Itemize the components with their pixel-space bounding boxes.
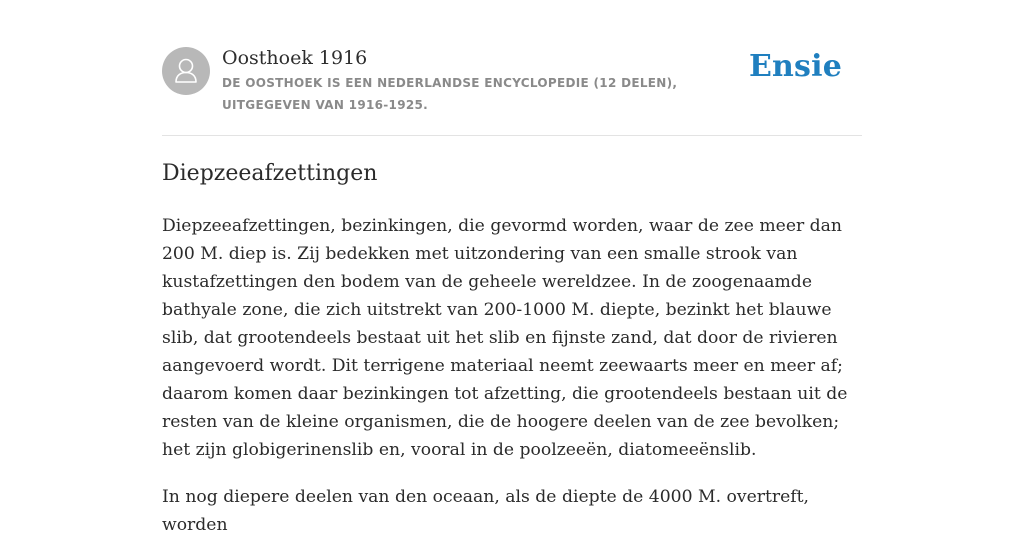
article-paragraph: Diepzeeafzettingen, bezinkingen, die gevormd worden, waar de zee meer dan 200 M. diep is. Zij bedekken met uitzondering van een smalle strook van kustafzettingen den bodem van de geheele wereldzee. In de zoogenaamde bathyale zone, die zich uitstrekt van 200-1000 M. diepte, bezinkt het blauwe slib, dat grootendeels bestaat uit het slib en fijnste zand, dat door de rivieren aangevoerd wordt. Dit terrigene materiaal neemt zeewaarts meer en meer af; daarom komen daar bezinkingen tot afzetting, die grootendeels bestaan uit de resten van de kleine organismen, die de hoogere deelen van de zee bevolken; het zijn globigerinenslib en, vooral in de poolzeeën, diatomeeënslib.	[162, 216, 848, 460]
ensie-logo[interactable]: Ensie	[748, 49, 842, 84]
source-header	[162, 45, 862, 117]
header-divider	[162, 135, 862, 136]
avatar	[162, 47, 210, 95]
user-icon	[162, 47, 210, 95]
source-description: DE OOSTHOEK IS EEN NEDERLANDSE ENCYCLOPEDIE (12 DELEN), UITGEGEVEN VAN 1916-1925.	[222, 76, 678, 112]
article-body	[162, 212, 862, 558]
source-title[interactable]: Oosthoek 1916	[222, 47, 368, 69]
article-title: Diepzeeafzettingen	[162, 161, 378, 186]
article-paragraph: In nog diepere deelen van den oceaan, als de diepte de 4000 M. overtreft, worden	[162, 487, 809, 535]
